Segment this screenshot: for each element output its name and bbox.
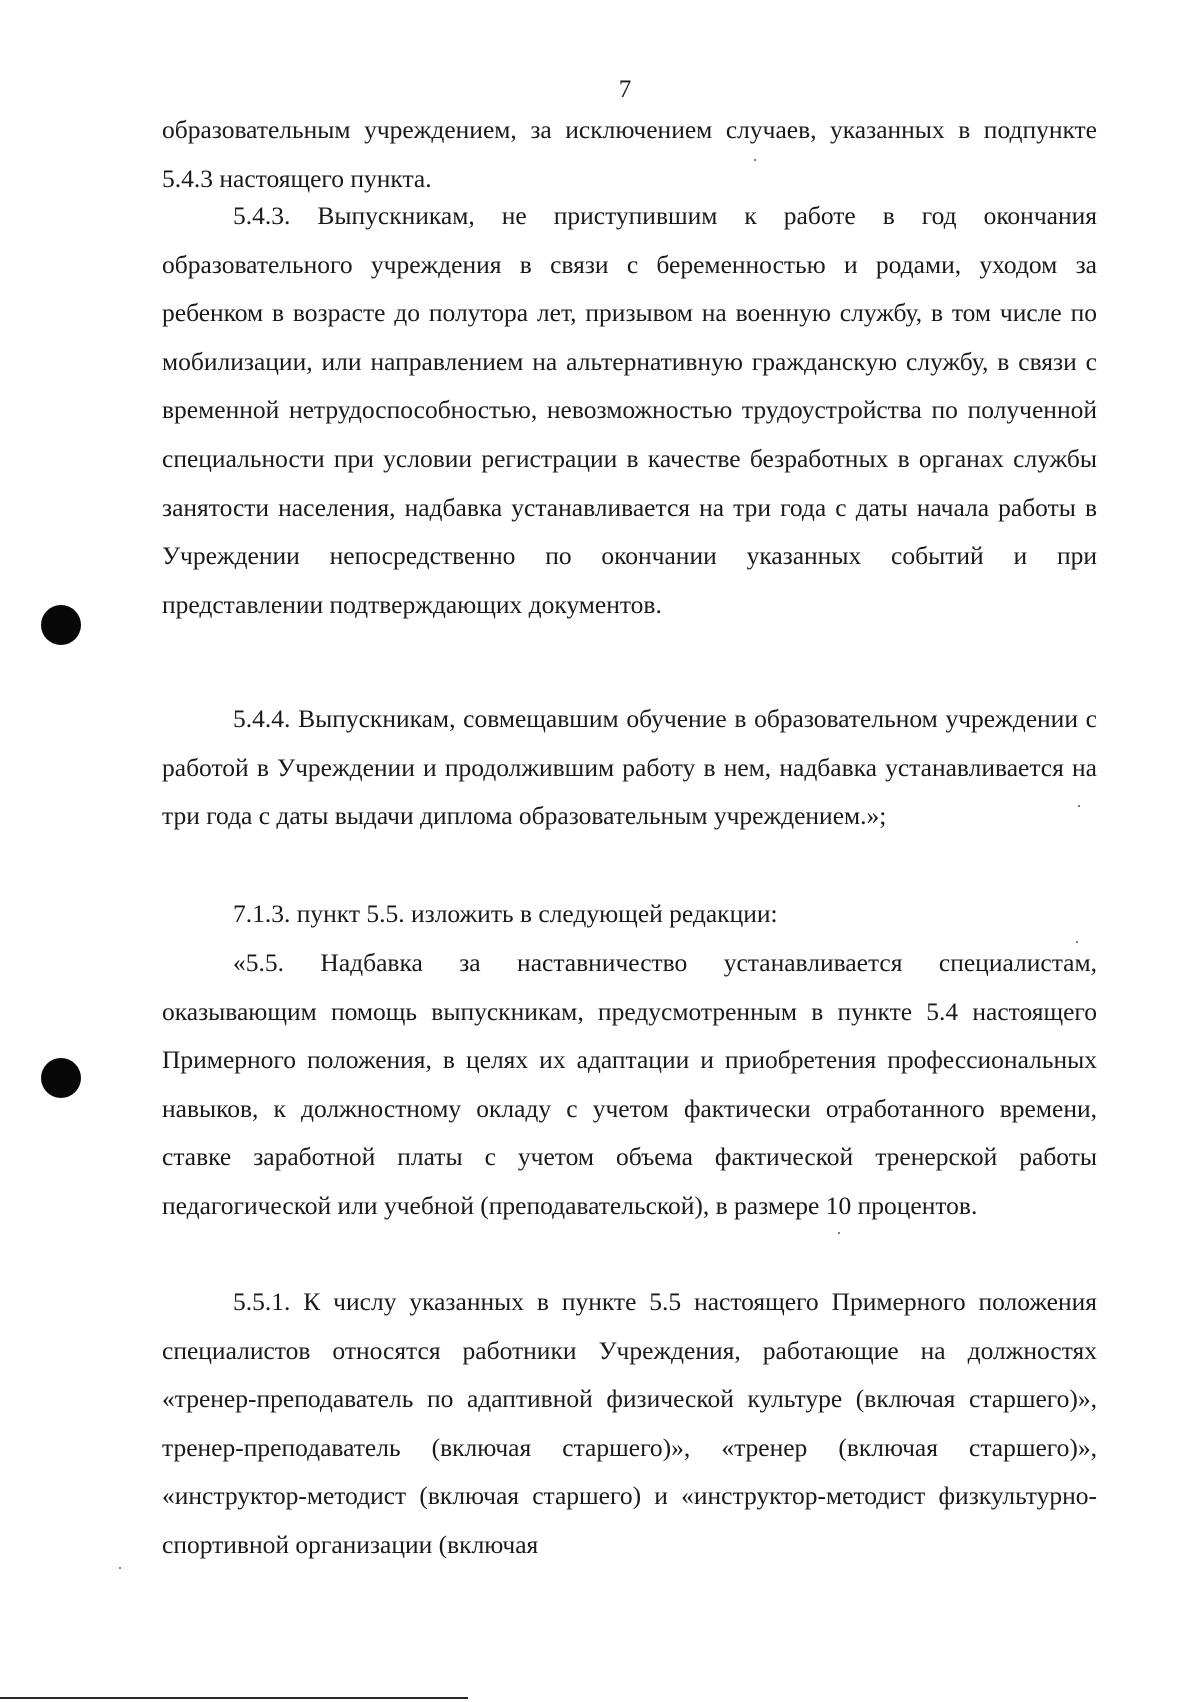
scan-speck (838, 1232, 840, 1234)
page-number: 7 (618, 76, 632, 103)
paragraph-5-4-3 (162, 192, 1097, 629)
paragraph-text: 7.1.3. пункт 5.5. изложить в следующей редакции: (233, 899, 778, 928)
paragraph-5-5 (162, 939, 1097, 1231)
scan-speck (119, 1567, 121, 1569)
scan-speck (754, 159, 756, 161)
paragraph-text: «5.5. Надбавка за наставничество устанавливается специалистам, оказывающим помощь выпускникам, предусмотренным в пункте 5.4 настоящего Примерного положения, в целях их адаптации и приобретения профессиональных навыков, к должностному окладу с учетом фактически отработанного времени, ставке заработной платы с учетом объема фактической тренерской работы педагогической или учебной (преподавательской), в размере 10 процентов. (162, 948, 1097, 1220)
paragraph-text: образовательным учреждением, за исключением случаев, указанных в подпункте 5.4.3 настоящего пункта. (162, 115, 1097, 193)
paragraph-text: 5.4.3. Выпускникам, не приступившим к работе в год окончания образовательного учреждения в связи с беременностью и родами, уходом за ребенком в возрасте до полутора лет, призывом на военную службу, в том числе по мобилизации, или направлением на альтернативную гражданскую службу, в связи с временной нетрудоспособностью, невозможностью трудоустройства по полученной специальности при условии регистрации в качестве безработных в органах службы занятости населения, надбавка устанавливается на три года с даты начала работы в Учреждении непосредственно по окончании указанных событий и при представлении подтверждающих документов. (162, 201, 1097, 619)
punch-hole-mark (41, 605, 81, 645)
paragraph-5-5-1 (162, 1278, 1097, 1570)
punch-hole-mark (41, 1058, 81, 1098)
scan-edge-line (0, 1697, 468, 1699)
paragraph-text: 5.5.1. К числу указанных в пункте 5.5 настоящего Примерного положения специалистов относятся работники Учреждения, работающие на должностях «тренер-преподаватель по адаптивной физической культуре (включая старшего)», тренер-преподаватель (включая старшего)», «тренер (включая старшего)», «инструктор-методист (включая старшего) и «инструктор-методист физкультурно-спортивной организации (включая (162, 1287, 1097, 1559)
scan-speck (1076, 941, 1078, 943)
paragraph-7-1-3 (162, 890, 1097, 939)
paragraph-continuation (162, 106, 1097, 203)
paragraph-5-4-4 (162, 695, 1097, 841)
paragraph-text: 5.4.4. Выпускникам, совмещавшим обучение в образовательном учреждении с работой в Учреждении и продолжившим работу в нем, надбавка устанавливается на три года с даты выдачи диплома образовательным учреждением.»; (162, 704, 1097, 831)
scan-speck (1078, 805, 1080, 807)
